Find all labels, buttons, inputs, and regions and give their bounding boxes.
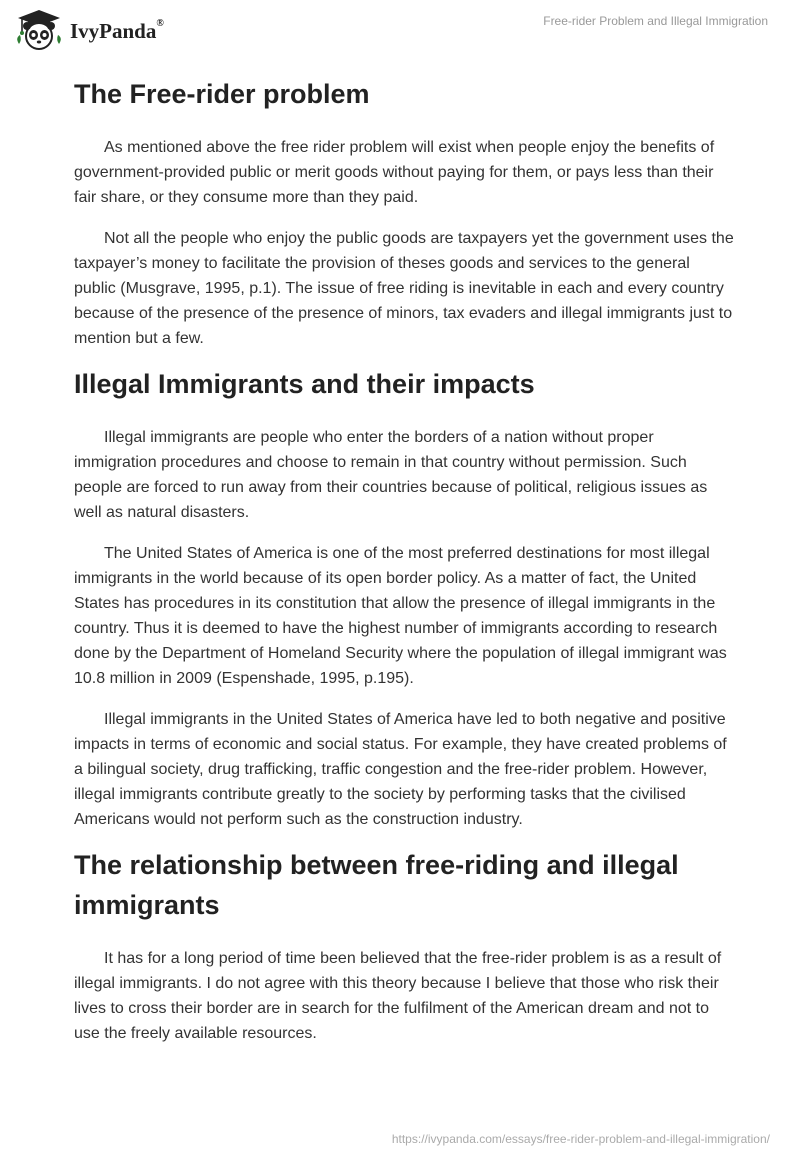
paragraph: Illegal immigrants in the United States of America have led to both negative and positive impacts in terms of economic and social status. For example, they have created problems of a bilingual society, drug trafficking, traffic congestion and the free-rider problem. However, illegal immigrants contribute greatly to the society by performing tasks that the civilised Americans would not perform such as the construction industry. bbox=[74, 711, 727, 828]
paragraph: The United States of America is one of the most preferred destinations for most illegal immigrants in the world because of its open border policy. As a matter of fact, the United States has procedures in its constitution that allow the presence of illegal immigrants in the country. Thus it is deemed to have the highest number of immigrants according to research done by the Department of Homeland Security where the population of illegal immigrant was 10.8 million in 2009 (Espenshade, 1995, p.195). bbox=[74, 545, 727, 687]
section-free-rider-problem bbox=[74, 74, 734, 351]
source-url-link[interactable]: https://ivypanda.com/essays/free-rider-problem-and-illegal-immigration/ bbox=[391, 1132, 770, 1146]
section-heading: Illegal Immigrants and their impacts bbox=[74, 369, 535, 399]
panda-graduate-icon bbox=[14, 8, 64, 50]
section-relationship bbox=[74, 845, 734, 1046]
paragraph: It has for a long period of time been believed that the free-rider problem is as a result of illegal immigrants. I do not agree with this theory because I believe that those who risk their lives to cross their border are in search for the fulfilment of the American dream and not to use the freely available resources. bbox=[74, 950, 722, 1042]
document-title: Free-rider Problem and Illegal Immigration bbox=[543, 14, 768, 28]
brand-name: IvyPanda® bbox=[70, 17, 164, 43]
page-header bbox=[0, 0, 800, 60]
paragraph: As mentioned above the free rider problem will exist when people enjoy the benefits of government-provided public or merit goods without paying for them, or pays less than their fair share, or they consume more than they paid. bbox=[74, 139, 715, 206]
paragraph: Illegal immigrants are people who enter the borders of a nation without proper immigration procedures and choose to remain in that country without permission. Such people are forced to run away from their countries because of political, religious issues as well as natural disasters. bbox=[74, 429, 708, 521]
section-heading: The relationship between free-riding and illegal immigrants bbox=[74, 850, 679, 920]
section-heading: The Free-rider problem bbox=[74, 79, 370, 109]
section-illegal-immigrants bbox=[74, 364, 734, 832]
essay-content bbox=[74, 70, 734, 1046]
paragraph: Not all the people who enjoy the public goods are taxpayers yet the government uses the taxpayer’s money to facilitate the provision of theses goods and services to the general public (Musgrave, 1995, p.1). The issue of free riding is inevitable in each and every country because of the presence of the presence of minors, tax evaders and illegal immigrants just to mention but a few. bbox=[74, 230, 734, 347]
ivypanda-logo[interactable] bbox=[14, 8, 164, 50]
